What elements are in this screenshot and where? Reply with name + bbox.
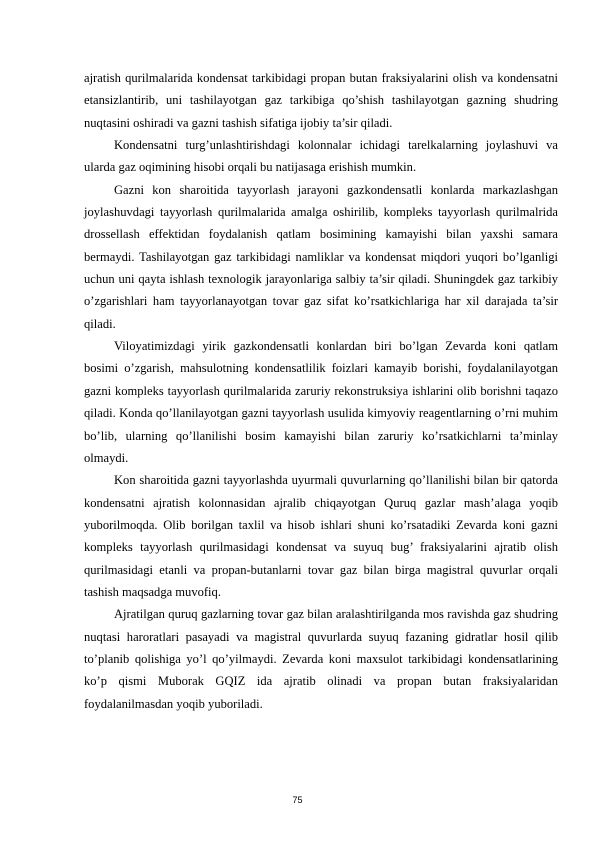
paragraph: Viloyatimizdagi yirik gazkondensatli konlardan biri bo’lgan Zevarda koni qatlam bosimi o’zgarish, mahsulotning kondensatlilik foizlari kamayib borishi, foydalanilayotgan gazni kompleks tayyorlash qurilmalarida zaruriy rekonstruksiya ishlarini olib borishni taqazo qiladi. Konda qo’llanilayotgan gazni tayyorlash usulida kimyoviy reagentlarning o’rni muhim bo’lib, ularning qo’llanilishi bosim kamayishi bilan zaruriy ko’rsatkichlarni ta’minlay olmaydi. bbox=[84, 339, 558, 465]
page-number: 75 bbox=[292, 795, 303, 805]
paragraph: Ajratilgan quruq gazlarning tovar gaz bilan aralashtirilganda mos ravishda gaz shudring nuqtasi haroratlari pasayadi va magistral quvurlarda suyuq fazaning gidratlar hosil qilib to’planib qolishiga yo’l qo’yilmaydi. Zevarda koni maxsulot tarkibidagi kondensatlarining ko’p qismi Muborak GQIZ ida ajratib olinadi va propan butan fraksiyalaridan foydalanilmasdan yoqib yuboriladi. bbox=[84, 607, 558, 711]
document-body bbox=[84, 67, 558, 715]
paragraph: Gazni kon sharoitida tayyorlash jarayoni gazkondensatli konlarda markazlashgan joylashuvdagi tayyorlash qurilmalarida amalga oshirilib, kompleks tayyorlash qurilmalrida drossellash effektidan foydalanish qatlam bosimining kamayishi bilan yaxshi samara bermaydi. Tashilayotgan gaz tarkibidagi namliklar va kondensat miqdori yuqori bo’lganligi uchun uni qayta ishlash texnologik jarayonlariga salbiy ta’sir qiladi. Shuningdek gaz tarkibiy o’zgarishlari ham tayyorlanayotgan tovar gaz sifat ko’rsatkichlariga har xil darajada ta’sir qiladi. bbox=[84, 182, 558, 331]
paragraph: ajratish qurilmalarida kondensat tarkibidagi propan butan fraksiyalarini olish va kondensatni etansizlantirib, uni tashilayotgan gaz tarkibiga qo’shish tashilayotgan gazning shudring nuqtasini oshiradi va gazni tashish sifatiga ijobiy ta’sir qiladi. bbox=[84, 71, 558, 130]
paragraph: Kondensatni turg’unlashtirishdagi kolonnalar ichidagi tarelkalarning joylashuvi va ularda gaz oqimining hisobi orqali bu natijasaga erishish mumkin. bbox=[84, 138, 558, 175]
paragraph: Kon sharoitida gazni tayyorlashda uyurmali quvurlarning qo’llanilishi bilan bir qatorda kondensatni ajratish kolonnasidan ajralib chiqayotgan Quruq gazlar mash’alaga yoqib yuborilmoqda. Olib borilgan taxlil va hisob ishlari shuni ko’rsatadiki Zevarda koni gazni kompleks tayyorlash qurilmasidagi kondensat va suyuq bug’ fraksiyalarini ajratib olish qurilmasidagi etanli va propan-butanlarni tovar gaz bilan birga magistral quvurlar orqali tashish maqsadga muvofiq. bbox=[84, 473, 558, 599]
